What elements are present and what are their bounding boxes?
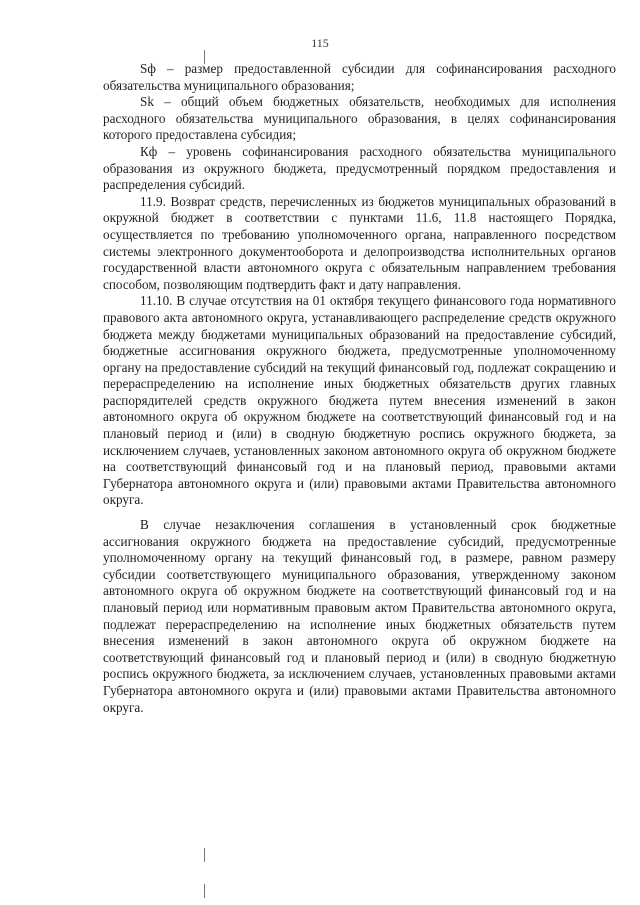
paragraph-11-9: 11.9. Возврат средств, перечисленных из бюджетов муниципальных образований в окружной бюджет в соответствии с пунктами 11.6, 11.8 настоящего Порядка, осуществляется по требованию уполномоченного органа, направленного посредством системы электронного документооборота и делопроизводства исполнительных органов государственной власти автономного округа с обязательным направлением требования способом, позволяющим подтвердить факт и дату направления.	[103, 193, 616, 292]
paragraph-11-10: 11.10. В случае отсутствия на 01 октября текущего финансового года нормативного правового акта автономного округа, устанавливающего распределение средств окружного бюджета между бюджетами муниципальных образований на предоставление субсидий, бюджетные ассигнования окружного бюджета, предусмотренные уполномоченному органу на предоставление субсидий на текущий финансовый год, подлежат сокращению и перераспределению на исполнение иных бюджетных обязательств других главных распорядителей средств окружного бюджета путем внесения изменений в закон автономного округа об окружном бюджете на соответствующий финансовый год и на плановый период и (или) в сводную бюджетную роспись окружного бюджета, за исключением случаев, установленных законом автономного округа об окружном бюджете на соответствующий финансовый год и на плановый период, правовыми актами Губернатора автономного округа и (или) правовыми актами Правительства автономного округа.	[103, 293, 616, 508]
page-number: 115	[311, 36, 329, 50]
scan-mark	[204, 848, 205, 862]
scan-mark	[204, 884, 205, 898]
paragraph-kf-definition: Кф – уровень софинансирования расходного обязательства муниципального образования из окружного бюджета, предусмотренный порядком предоставления и распределения субсидий.	[103, 143, 616, 193]
paragraph-sf-definition: Sф – размер предоставленной субсидии для софинансирования расходного обязательства муниципального образования;	[103, 61, 616, 93]
paragraph-sk-definition: Sk – общий объем бюджетных обязательств, необходимых для исполнения расходного обязательства муниципального образования, в целях софинансирования которого предоставлена субсидия;	[103, 94, 616, 143]
document-body	[103, 61, 616, 716]
paragraph-non-conclusion: В случае незаключения соглашения в установленный срок бюджетные ассигнования окружного бюджета на предоставление субсидий, предусмотренные уполномоченному органу на текущий финансовый год, в размере, равном размеру субсидии соответствующего муниципального образования, утвержденному законом автономного округа об окружном бюджете на соответствующий финансовый год и на плановый период или нормативным правовым актом Правительства автономного округа, подлежат перераспределению на исполнение иных бюджетных обязательств путем внесения изменений в закон автономного округа об окружном бюджете на соответствующий финансовый год и плановый период и (или) в сводную бюджетную роспись окружного бюджета, за исключением случаев, установленных правовыми актами Губернатора автономного округа и (или) правовыми актами Правительства автономного округа.	[103, 517, 616, 715]
